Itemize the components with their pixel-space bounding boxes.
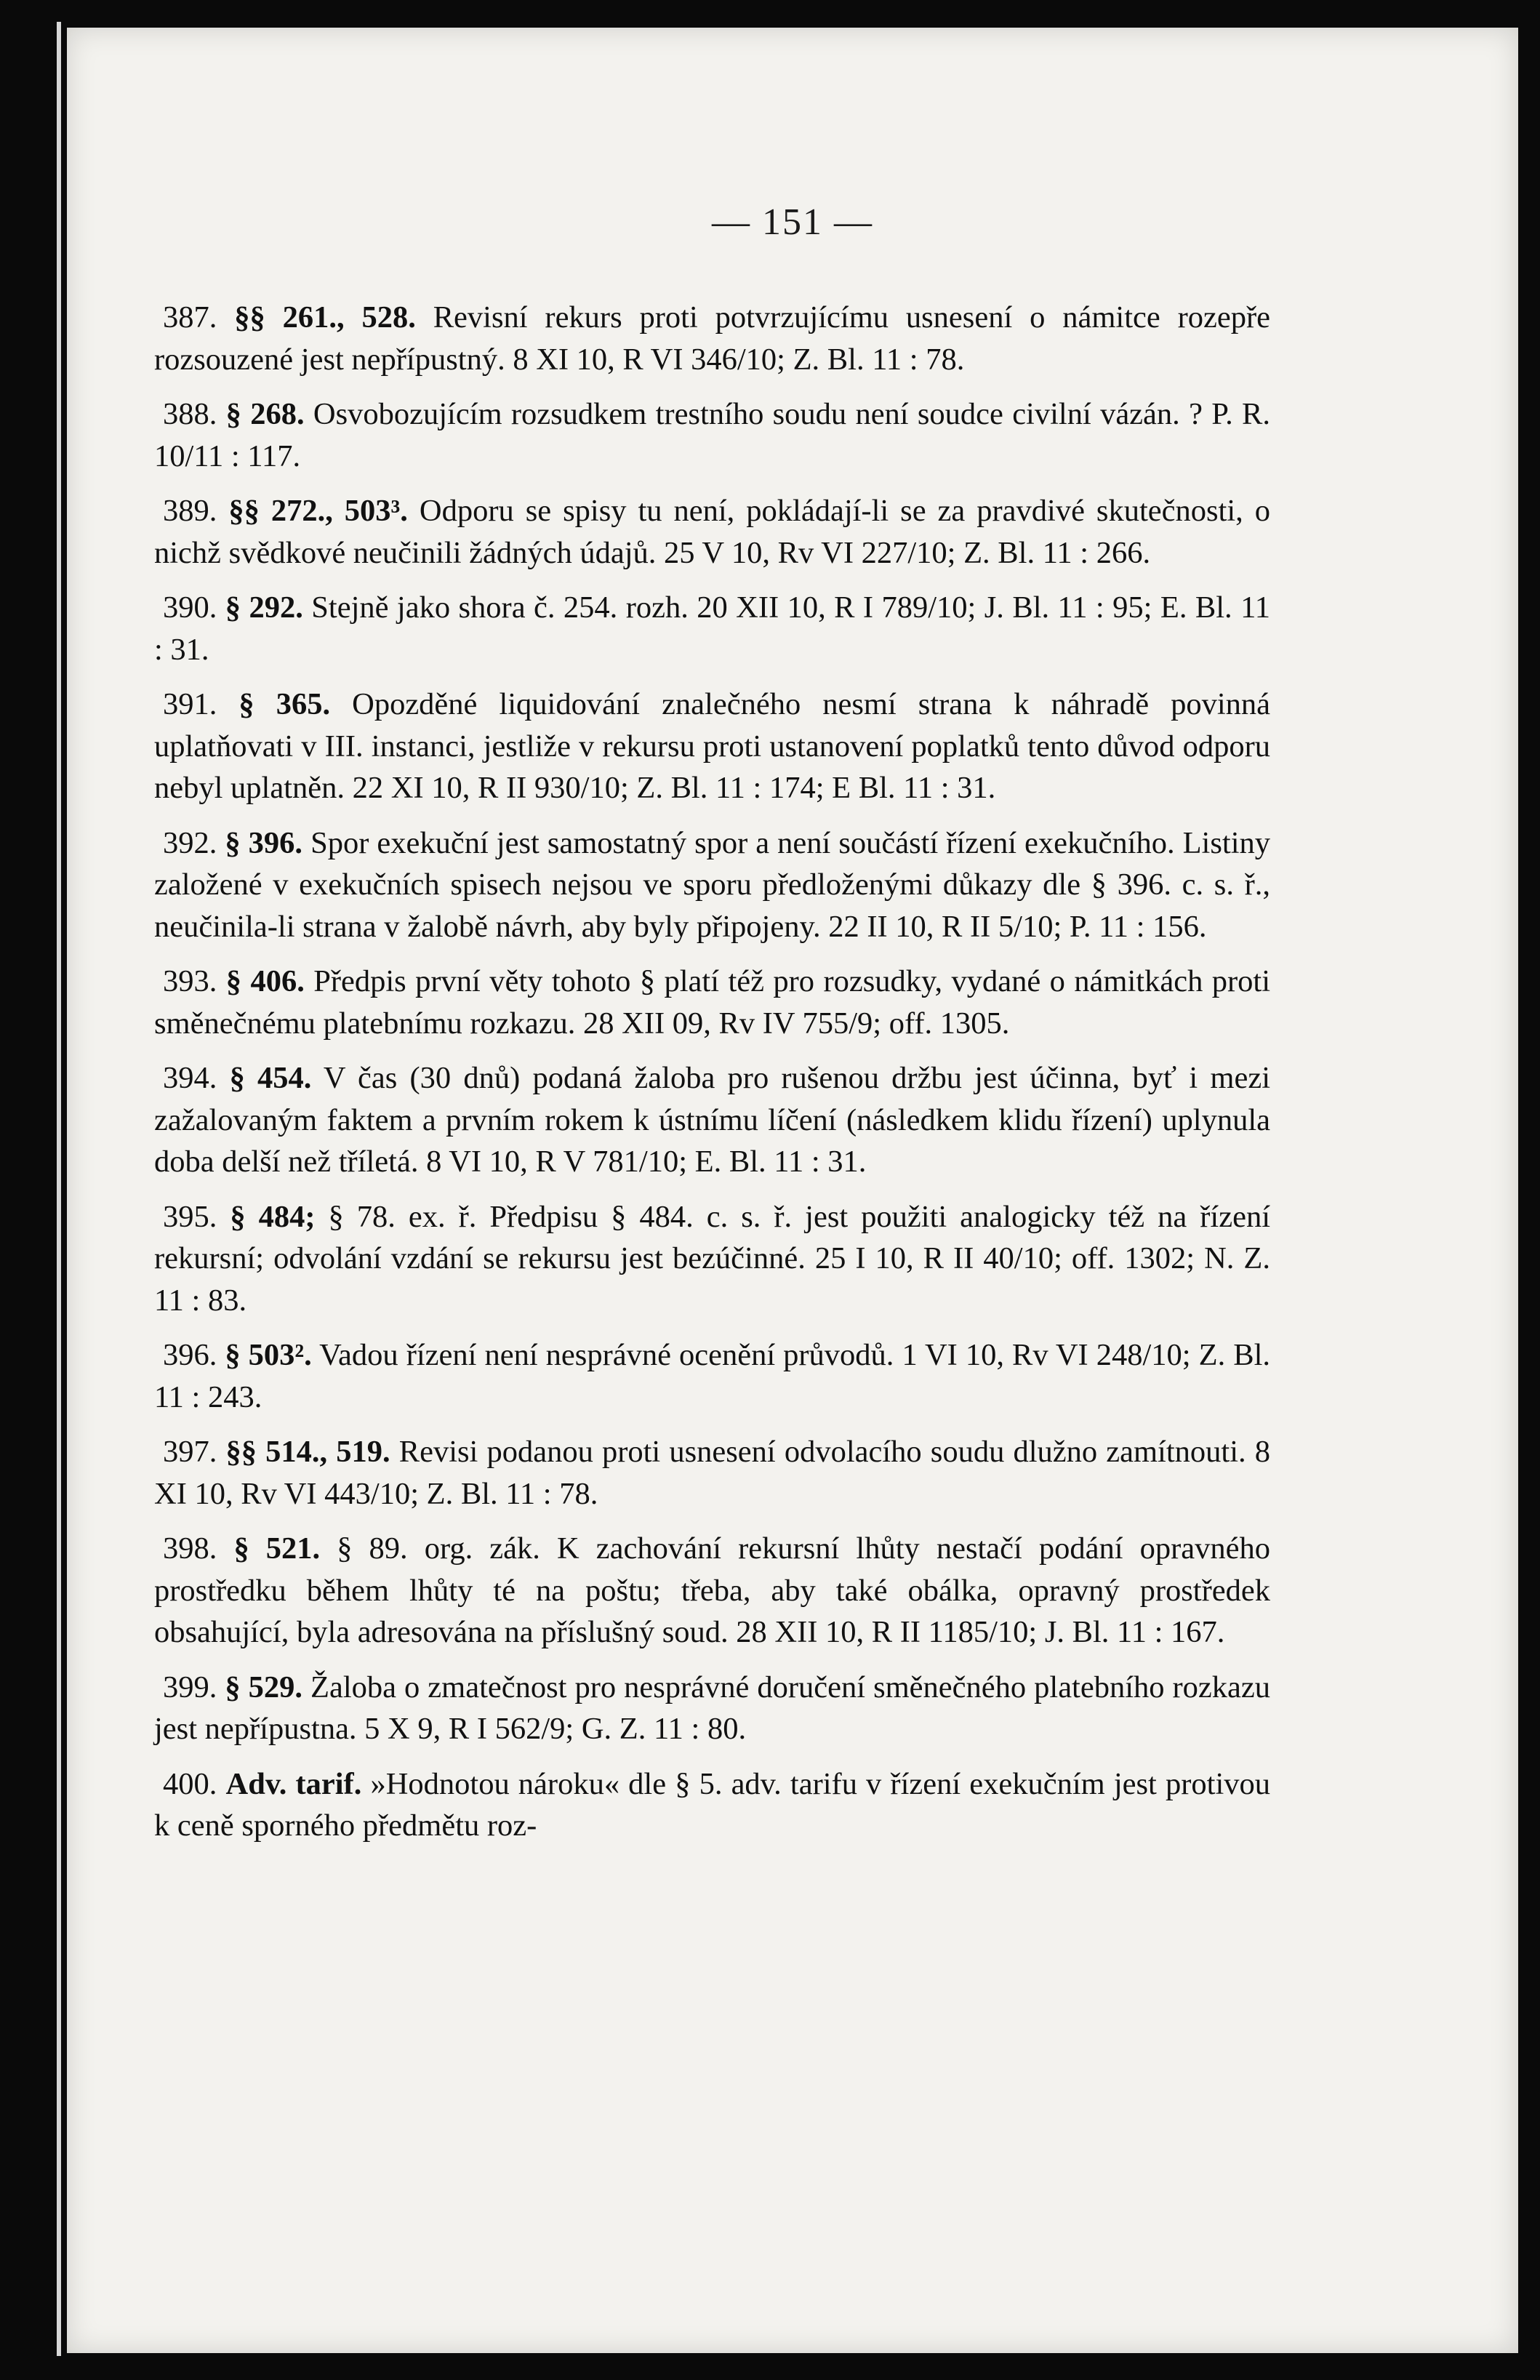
book-page — [67, 28, 1518, 2353]
entry-number: 395. — [163, 1199, 217, 1234]
entry-number: 387. — [163, 300, 217, 334]
entry-number: 388. — [163, 397, 217, 431]
entry-390 — [154, 587, 1270, 670]
entry-text: Odporu se spisy tu není, pokládají-li se za pravdivé skutečnosti, o nichž svědkové neučinili žádných údajů. 25 V 10, Rv VI 227/10; Z. Bl. 11 : 266. — [154, 494, 1270, 570]
entry-section: § 503². — [225, 1338, 312, 1372]
entry-text: »Hodnotou nároku« dle § 5. adv. tarifu v řízení exekučním jest protivou k ceně sporného předmětu roz- — [154, 1766, 1270, 1843]
page-number: — 151 — — [712, 201, 873, 243]
entry-number: 399. — [163, 1670, 217, 1704]
entry-393 — [154, 961, 1270, 1044]
entry-section: Adv. tarif. — [225, 1766, 362, 1801]
entry-387 — [154, 297, 1270, 380]
entry-398 — [154, 1528, 1270, 1654]
entry-section: § 292. — [225, 590, 303, 625]
entry-number: 394. — [163, 1061, 217, 1095]
entry-text: V čas (30 dnů) podaná žaloba pro rušenou držbu jest účinna, byť i mezi zažalovaným faktem a prvním rokem k ústnímu líčení (následkem klidu řízení) uplynula doba delší než tříletá. 8 VI 10, R V 781/10; E. Bl. 11 : 31. — [154, 1061, 1270, 1179]
scan-edge-line — [57, 22, 61, 2356]
entry-section: §§ 272., 503³. — [228, 494, 408, 528]
entry-section: § 268. — [225, 397, 305, 431]
entry-section: § 521. — [233, 1531, 321, 1566]
entry-388 — [154, 393, 1270, 477]
entry-section: § 365. — [238, 687, 331, 721]
entry-section: § 454. — [229, 1061, 312, 1095]
entry-text: Osvobozujícím rozsudkem trestního soudu není soudce civilní vázán. ? P. R. 10/11 : 117. — [154, 397, 1271, 473]
entry-number: 397. — [163, 1435, 217, 1469]
entry-number: 391. — [163, 687, 217, 721]
entry-text: Vadou řízení není nesprávné ocenění průvodů. 1 VI 10, Rv VI 248/10; Z. Bl. 11 : 243. — [154, 1338, 1271, 1414]
entry-section: § 406. — [225, 964, 305, 998]
entry-section: § 396. — [225, 825, 303, 860]
entry-text: § 78. ex. ř. Předpisu § 484. c. s. ř. jest použiti analogicky též na řízení rekursní; odvolání vzdání se rekursu jest bezúčinné. 25 I 10, R II 40/10; off. 1302; N. Z. 11 : 83. — [154, 1199, 1271, 1318]
entry-397 — [154, 1431, 1270, 1515]
entry-395 — [154, 1196, 1270, 1322]
entry-396 — [154, 1334, 1270, 1418]
entry-section: §§ 514., 519. — [225, 1435, 390, 1469]
entry-section: §§ 261., 528. — [234, 300, 416, 334]
entry-section: § 484; — [230, 1199, 316, 1234]
entry-391 — [154, 684, 1270, 809]
entry-text: Stejně jako shora č. 254. rozh. 20 XII 10, R I 789/10; J. Bl. 11 : 95; E. Bl. 11 : 31. — [154, 590, 1270, 667]
entry-392 — [154, 822, 1270, 948]
entry-text: Revisi podanou proti usnesení odvolacího soudu dlužno zamítnouti. 8 XI 10, Rv VI 443/10; Z. Bl. 11 : 78. — [154, 1435, 1271, 1511]
entry-number: 393. — [163, 964, 217, 998]
entry-section: § 529. — [225, 1670, 303, 1704]
entry-number: 389. — [163, 494, 217, 528]
entry-394 — [154, 1057, 1270, 1183]
entry-number: 392. — [163, 825, 217, 860]
entry-text: Předpis první věty tohoto § platí též pro rozsudky, vydané o námitkách proti směnečnému platebnímu rozkazu. 28 XII 09, Rv IV 755/9; off. 1305. — [154, 964, 1270, 1041]
entry-399 — [154, 1667, 1270, 1750]
entry-number: 396. — [163, 1338, 217, 1372]
entry-text: Revisní rekurs proti potvrzujícímu usnesení o námitce rozepře rozsouzené jest nepřípustný. 8 XI 10, R VI 346/10; Z. Bl. 11 : 78. — [154, 300, 1270, 377]
page-body — [154, 297, 1270, 1860]
entry-389 — [154, 490, 1270, 574]
entry-number: 400. — [163, 1766, 217, 1801]
entry-text: Žaloba o zmatečnost pro nesprávné doručení směnečného platebního rozkazu jest nepřípustna. 5 X 9, R I 562/9; G. Z. 11 : 80. — [154, 1670, 1271, 1746]
entry-text: Spor exekuční jest samostatný spor a není součástí řízení exekučního. Listiny založené v exekučních spisech nejsou ve sporu předloženými důkazy dle § 396. c. s. ř., neučinila-li strana v žalobě návrh, aby byly připojeny. 22 II 10, R II 5/10; P. 11 : 156. — [154, 825, 1271, 944]
entry-text: Opozděné liquidování znalečného nesmí strana k náhradě povinná uplatňovati v III. instanci, jestliže v rekursu proti ustanovení poplatků tento důvod odporu nebyl uplatněn. 22 XI 10, R II 930/10; Z. Bl. 11 : 174; E Bl. 11 : 31. — [154, 687, 1271, 805]
entry-number: 398. — [163, 1531, 217, 1566]
entry-400 — [154, 1763, 1270, 1847]
entry-number: 390. — [163, 590, 217, 625]
entry-text: § 89. org. zák. K zachování rekursní lhůty nestačí podání opravného prostředku během lhůty té na poštu; třeba, aby také obálka, opravný prostředek obsahující, byla adresována na příslušný soud. 28 XII 10, R II 1185/10; J. Bl. 11 : 167. — [154, 1531, 1271, 1649]
